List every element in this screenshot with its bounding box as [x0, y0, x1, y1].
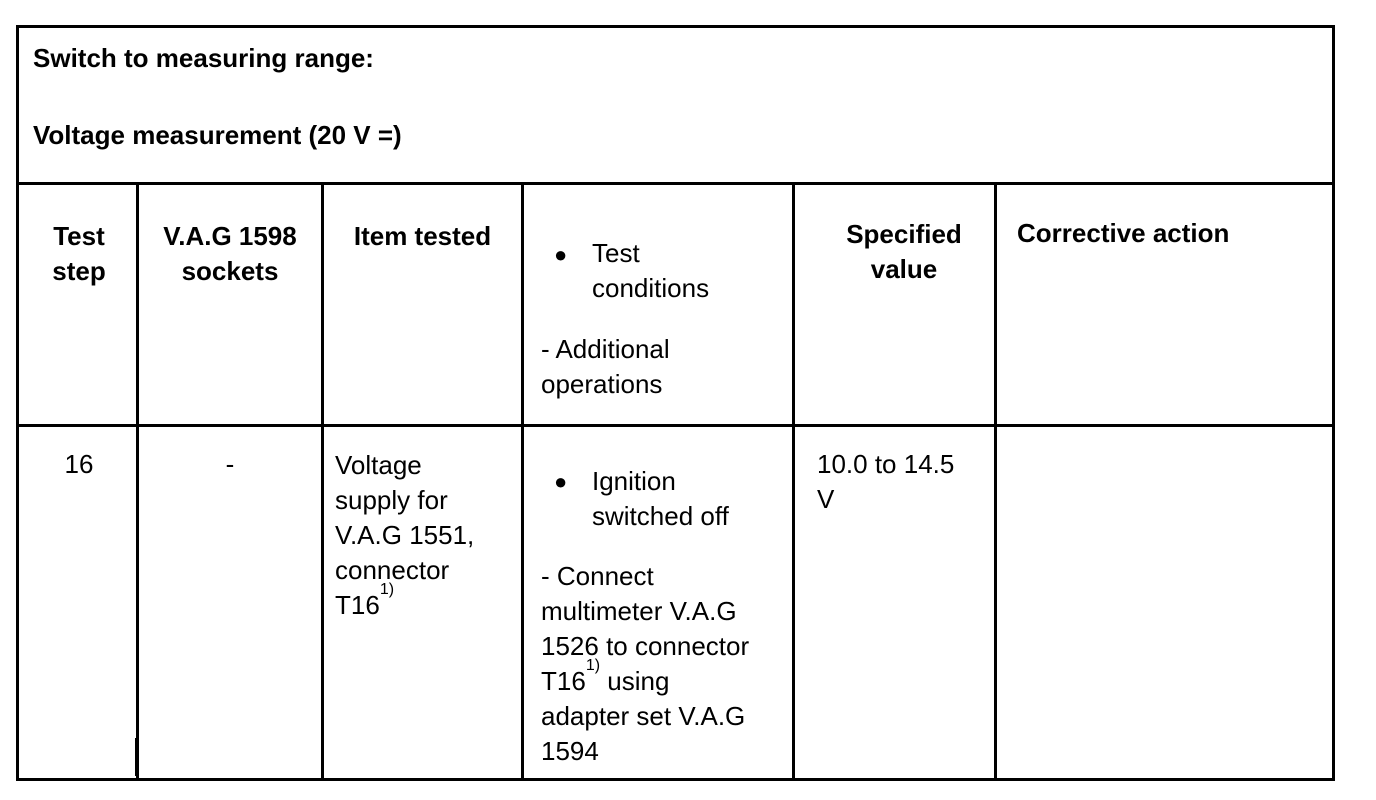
bullet-icon: ● — [554, 242, 568, 267]
col-header-item-tested: Item tested — [353, 221, 492, 251]
test-table — [16, 25, 1335, 781]
row-item-tested: Voltage supply for V.A.G 1551, connector T16$^{1)}$ — [335, 450, 475, 620]
row-socket: - — [225, 449, 235, 479]
col-header-specified-value: Specified value — [846, 219, 962, 284]
column-divider — [321, 185, 324, 778]
col-header-test-conditions: Test conditions — [592, 238, 710, 303]
col-header-sockets: V.A.G 1598 sockets — [163, 221, 297, 286]
bullet-icon: ● — [554, 469, 568, 494]
voltage-measurement-label: Voltage measurement (20 V =) — [33, 120, 402, 150]
measuring-range-header — [19, 28, 1332, 185]
row-additional-operations: - Connect multimeter V.A.G 1526 to connector T16$^{1)}$ using adapter set V.A.G 1594 — [541, 561, 750, 766]
col-header-test-step: Test step — [52, 221, 106, 286]
row-test-step: 16 — [64, 449, 94, 479]
row-test-condition: Ignition switched off — [592, 466, 729, 531]
scan-mark — [135, 738, 138, 776]
col-header-corrective-action: Corrective action — [1017, 218, 1230, 248]
measuring-range-label: Switch to measuring range: — [33, 43, 374, 73]
row-divider — [19, 424, 1332, 427]
row-specified-value: 10.0 to 14.5 V — [817, 449, 955, 514]
column-divider — [521, 185, 524, 778]
col-header-additional-operations: - Additional operations — [541, 334, 670, 399]
